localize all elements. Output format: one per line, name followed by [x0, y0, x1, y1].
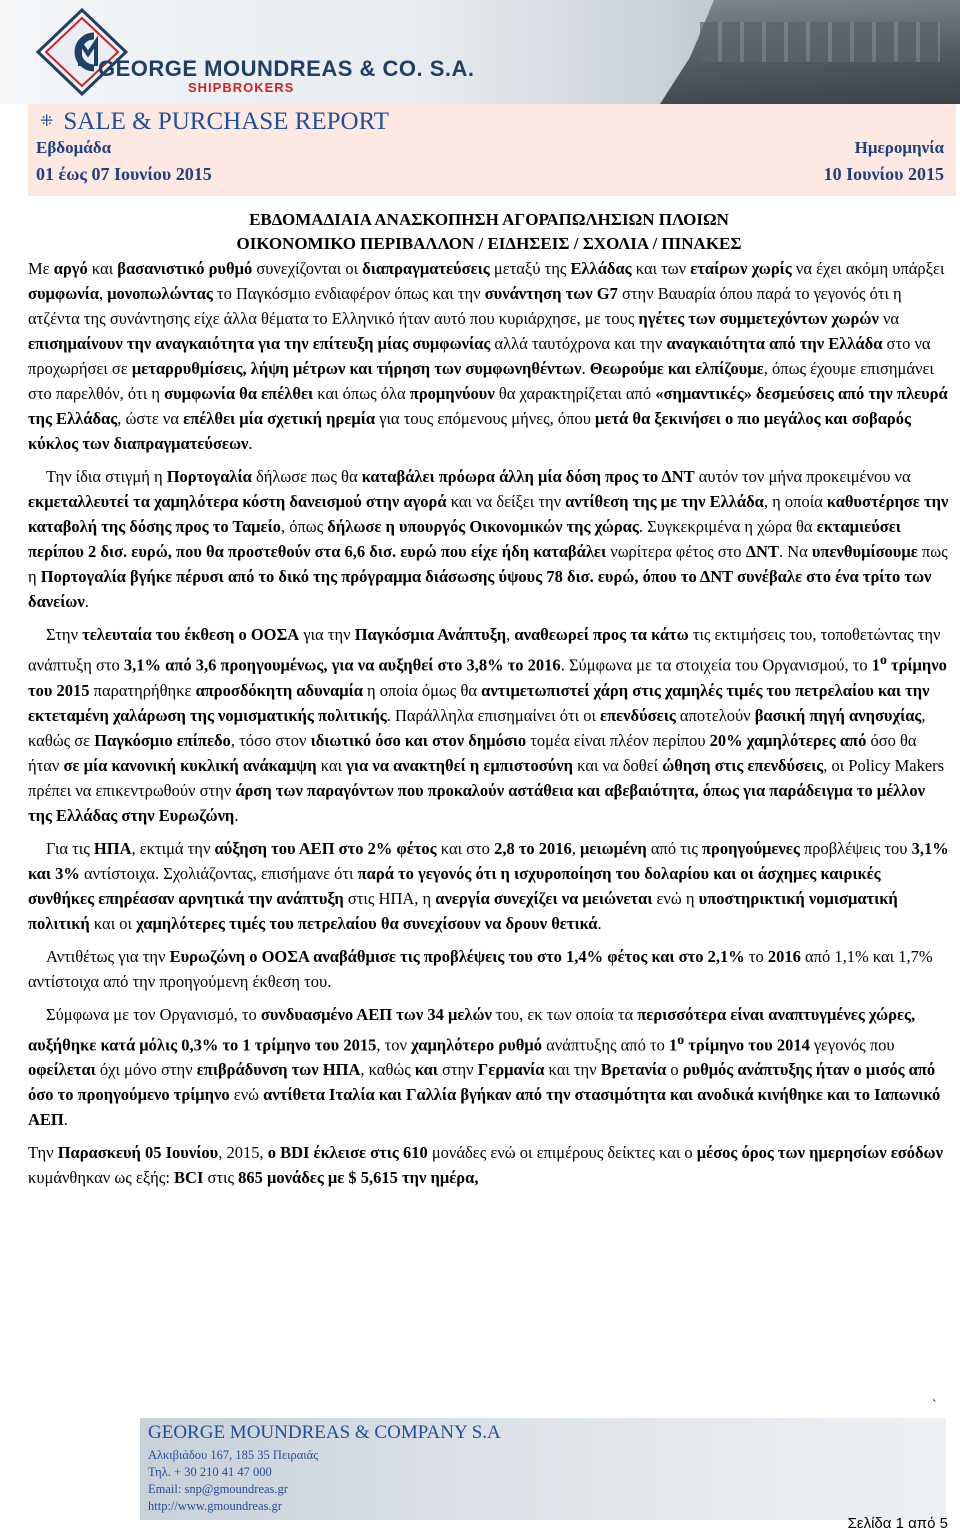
text-run: συμφωνία θα επέλθει: [164, 384, 314, 403]
text-run: νωρίτερα φέτος στο: [606, 542, 746, 561]
text-run: και οι: [89, 913, 137, 933]
text-run: βασική πηγή ανησυχίας: [754, 705, 922, 725]
text-run: κυμάνθηκαν ως εξής:: [28, 1168, 175, 1187]
text-run: και την: [544, 1060, 601, 1079]
text-run: μονάδες ενώ οι επιμέρους δείκτες και ο: [427, 1143, 697, 1162]
text-run: συμφωνία: [28, 284, 99, 303]
text-run: ο: [879, 652, 887, 667]
company-logo-icon: [22, 6, 142, 98]
text-run: αύξηση του ΑΕΠ στο 2% φέτος: [214, 838, 437, 858]
text-run: στην Βαυαρία όπου παρά το γεγονός ότι η ατζέντα της συνάντησης είχε άλλα θέματα το Ελληνικό ήταν αυτό που κυριάρχησε, με τους: [28, 284, 902, 328]
footer-address: Αλκιβιάδου 167, 185 35 Πειραιάς: [148, 1448, 319, 1462]
text-run: ανεργία συνεχίζει να μειώνεται: [435, 888, 653, 908]
text-run: εταίρων χωρίς: [690, 259, 792, 278]
text-run: εκταμιεύσει περίπου 2 δισ. ευρώ, που θα προστεθούν στα 6,6 δισ. ευρώ που είχε ήδη καταβάλει: [28, 517, 901, 561]
text-run: για να ανακτηθεί η εμπιστοσύνη: [346, 755, 574, 775]
text-run: Την ίδια στιγμή η: [46, 467, 167, 486]
report-title: [40, 108, 389, 136]
text-run: μειωμένη: [580, 838, 647, 858]
text-run: , τόσο στον: [230, 730, 311, 750]
report-body: [28, 208, 950, 1198]
text-run: ,: [98, 284, 108, 303]
section-heading-1: ΕΒΔΟΜΑΔΙΑΙΑ ΑΝΑΣΚΟΠΗΣΗ ΑΓΟΡΑΠΩΛΗΣΙΩΝ ΠΛΟΙΩΝ: [249, 210, 729, 229]
text-run: επενδύσεις: [600, 705, 676, 725]
paragraph-oecd-global-growth: [28, 622, 950, 828]
text-run: στις ΗΠΑ, η: [343, 888, 436, 908]
text-run: μέσος όρος των ημερησίων εσόδων: [696, 1143, 943, 1162]
header-banner: [0, 0, 960, 104]
text-run: μετά θα ξεκινήσει ο πιο μεγάλος και σοβαρός κύκλος των διαπραγματεύσεων: [28, 409, 911, 453]
text-run: .: [234, 805, 239, 825]
text-run: υπενθυμίσουμε: [811, 542, 918, 561]
text-run: συνδυασμένο ΑΕΠ των 34 μελών: [260, 1004, 492, 1024]
text-run: απροσδόκητη αδυναμία: [195, 680, 363, 700]
report-title-text: SALE & PURCHASE REPORT: [63, 108, 390, 135]
text-run: ρυθμός ανάπτυξης ήταν ο μισός από όσο το προηγούμενο τρίμηνο: [28, 1060, 936, 1104]
text-run: και των: [631, 259, 691, 278]
text-run: να έχει ακόμη υπάρξει: [791, 259, 945, 278]
text-run: αυτόν τον μήνα προκειμένου να: [694, 467, 911, 486]
text-run: διαπραγματεύσεις: [362, 259, 490, 278]
text-run: ΗΠΑ: [93, 838, 132, 858]
text-run: τομέα είναι πλέον περίπου: [526, 730, 710, 750]
text-run: δήλωσε πως θα: [251, 467, 362, 486]
text-run: τρίμηνο του 2015: [28, 655, 947, 700]
text-run: και να δοθεί: [573, 755, 663, 775]
text-run: . Να: [778, 542, 812, 561]
week-label: Εβδομάδα: [36, 138, 112, 157]
text-run: παρά το γεγονός ότι η ισχυροποίηση του δολαρίου και οι άσχημες καιρικές συνθήκες επηρέασαν αρνητικά την ανάπτυξη: [28, 863, 881, 908]
text-run: αντιμετωπιστεί χάρη στις χαμηλές τιμές του πετρελαίου και την εκτεταμένη χαλάρωση της νομισματικής πολιτικής: [28, 680, 930, 725]
text-run: ,: [506, 625, 515, 644]
text-run: «σημαντικές» δεσμεύσεις από την πλευρά της Ελλάδας: [28, 384, 948, 428]
footer-phone: Τηλ. + 30 210 41 47 000: [148, 1465, 272, 1479]
text-run: μεταρρυθμίσεις, λήψη μέτρων και τήρηση των συμφωνηθέντων: [131, 359, 582, 378]
text-run: αντίθετα Ιταλία και Γαλλία βγήκαν από την στασιμότητα και ανοδικά κινήθηκε και το Ιαπωνικό ΑΕΠ: [28, 1085, 941, 1129]
text-run: τις εκτιμήσεις του, τοποθετώντας την ανάπτυξη στο: [28, 625, 941, 675]
text-run: χαμηλότερες τιμές του πετρελαίου θα συνεχίσουν να δρουν θετικά: [136, 913, 598, 933]
text-run: στην: [437, 1060, 478, 1079]
text-run: 865 μονάδες με $ 5,615 την ημέρα,: [238, 1168, 479, 1187]
text-run: 3,1% και 3%: [28, 838, 949, 883]
text-run: όσο θα ήταν: [28, 730, 917, 775]
paragraph-portugal-imf: [28, 464, 950, 614]
text-run: , εκτιμά την: [131, 838, 215, 858]
text-run: και όπως όλα: [313, 384, 410, 403]
text-run: . Σύμφωνα με τα στοιχεία του Οργανισμού, το: [560, 655, 872, 675]
text-run: περισσότερα είναι αναπτυγμένες χώρες, αυξήθηκε κατά μόλις 0,3% το 1 τρίμηνο του 2015: [28, 1004, 916, 1054]
footer-email-link[interactable]: Email: snp@gmoundreas.gr: [148, 1482, 288, 1496]
text-run: , καθώς: [360, 1060, 415, 1079]
text-run: , όπως έχουμε επισημάνει στο παρελθόν, ότι η: [28, 359, 934, 403]
text-run: η οποία όμως θα: [362, 680, 482, 700]
text-run: Με: [28, 259, 54, 278]
text-run: για τους επόμενους μήνες, όπου: [375, 409, 595, 428]
text-run: Παγκόσμια Ανάπτυξη: [354, 625, 507, 644]
text-run: στις: [203, 1168, 239, 1187]
text-run: από τις: [646, 838, 702, 858]
text-run: Αντιθέτως για την: [46, 946, 170, 966]
text-run: .: [581, 359, 590, 378]
text-run: γεγονός που: [809, 1035, 895, 1054]
text-run: ιδιωτικό όσο και στον δημόσιο: [310, 730, 527, 750]
text-run: αργό: [53, 259, 88, 278]
text-run: του, εκ των οποία τα: [491, 1004, 638, 1024]
text-run: χαμηλότερο ρυθμό: [411, 1035, 542, 1054]
text-run: καθυστέρησε την καταβολή της δόσης προς το Ταμείο: [28, 492, 949, 536]
company-subtitle: SHIPBROKERS: [188, 80, 295, 95]
text-run: δήλωσε η υπουργός Οικονομικών της χώρας: [327, 517, 639, 536]
company-name: GEORGE MOUNDREAS & CO. S.A.: [98, 56, 475, 81]
text-run: ώθηση στις επενδύσεις: [662, 755, 824, 775]
text-run: θα χαρακτηρίζεται από: [494, 384, 656, 403]
text-run: .: [248, 434, 253, 453]
text-run: και: [316, 755, 347, 775]
text-run: μεταξύ της: [489, 259, 571, 278]
paragraph-usa-gdp: [28, 836, 950, 936]
text-run: εκμεταλλευτεί τα χαμηλότερα κόστη δανεισμού στην αγορά: [28, 492, 447, 511]
text-run: ΔΝΤ: [745, 542, 779, 561]
text-run: .: [597, 913, 602, 933]
text-run: ο BDI έκλεισε στις 610: [267, 1143, 428, 1162]
date-label: Ημερομηνία: [854, 138, 944, 157]
week-value: 01 έως 07 Ιουνίου 2015: [36, 164, 212, 184]
ship-deck-image: [700, 22, 940, 62]
text-run: .: [84, 592, 89, 611]
text-run: Στην: [46, 625, 83, 644]
footer-contact-box: [140, 1418, 946, 1520]
text-run: .: [63, 1110, 68, 1129]
text-run: τρίμηνο του 2014: [684, 1035, 810, 1054]
text-run: . Συγκεκριμένα η χώρα θα: [638, 517, 817, 536]
text-run: αντίθεση της με την Ελλάδα: [565, 492, 764, 511]
text-run: Παγκόσμιο επίπεδο: [94, 730, 231, 750]
text-run: για την: [299, 625, 355, 644]
text-run: επέλθει μία σχετική ηρεμία: [183, 409, 376, 428]
text-run: προηγούμενες: [702, 838, 800, 858]
text-run: παρατηρήθηκε: [89, 680, 196, 700]
text-run: το: [744, 946, 768, 966]
text-run: να: [878, 309, 900, 328]
text-run: Για τις: [46, 838, 94, 858]
text-run: . Παράλληλα επισημαίνει ότι οι: [386, 705, 601, 725]
text-run: αναγκαιότητα από την Ελλάδα: [666, 334, 883, 353]
report-header-block: [28, 104, 956, 196]
text-run: στο να προχωρήσει σε: [28, 334, 931, 378]
text-run: Ευρωζώνη ο ΟΟΣΑ αναβάθμισε τις προβλέψεις του στο 1,4% φέτος και στο 2,1%: [169, 946, 745, 966]
text-run: Σύμφωνα με τον Οργανισμό, το: [46, 1004, 261, 1024]
text-run: ενώ η: [652, 888, 699, 908]
text-run: βασανιστικό ρυθμό: [117, 259, 253, 278]
text-run: ο: [666, 1060, 683, 1079]
text-run: αντίστοιχα. Σχολιάζοντας, επισήμανε ότι: [79, 863, 358, 883]
text-run: άρση των παραγόντων που προκαλούν αστάθεια και αβεβαιότητα, όπως για παράδειγμα το μέλλον της Ελλάδας στην Ευρωζώνη: [28, 780, 925, 825]
text-run: 2,8 το 2016: [494, 838, 572, 858]
text-run: Την: [28, 1143, 58, 1162]
text-run: Γερμανία: [477, 1060, 545, 1079]
text-run: αποτελούν: [675, 705, 755, 725]
text-run: σε μία κανονική κυκλική ανάκαμψη: [63, 755, 317, 775]
text-run: επισημαίνουν την αναγκαιότητα για την επίτευξη μίας συμφωνίας: [28, 334, 491, 353]
text-run: , τον: [376, 1035, 412, 1054]
text-run: και στο: [436, 838, 495, 858]
text-run: ηγέτες των συμμετεχόντων χωρών: [638, 309, 879, 328]
text-run: από 1,1% και 1,7% αντίστοιχα από την προηγούμενη έκθεση του.: [28, 946, 933, 991]
section-heading-2: ΟΙΚΟΝΟΜΙΚΟ ΠΕΡΙΒΑΛΛΟΝ / ΕΙΔΗΣΕΙΣ / ΣΧΟΛΙΑ / ΠΙΝΑΚΕΣ: [236, 234, 742, 253]
text-run: αλλά ταυτόχρονα και την: [490, 334, 667, 353]
text-run: , καθώς σε: [28, 705, 926, 750]
text-run: και: [87, 259, 118, 278]
bullet-icon: ⁜: [40, 113, 54, 130]
text-run: και: [414, 1060, 438, 1079]
text-run: Θεωρούμε και ελπίζουμε: [589, 359, 764, 378]
text-run: τελευταία του έκθεση ο ΟΟΣΑ: [82, 625, 300, 644]
text-run: Βρετανία: [600, 1060, 667, 1079]
text-run: και να δείξει την: [446, 492, 566, 511]
text-run: συνάντηση των G7: [484, 284, 618, 303]
text-run: επιβράδυνση των ΗΠΑ: [196, 1060, 361, 1079]
text-run: , ώστε να: [117, 409, 184, 428]
text-run: προμηνύουν: [409, 384, 495, 403]
text-run: προβλέψεις του: [799, 838, 912, 858]
text-run: 20% χαμηλότερες από: [709, 730, 867, 750]
text-run: πως η: [28, 542, 948, 586]
text-run: αναθεωρεί προς τα κάτω: [514, 625, 689, 644]
text-run: ενώ: [229, 1085, 264, 1104]
text-run: 1: [871, 655, 880, 675]
text-run: , 2015,: [218, 1143, 268, 1162]
text-run: συνεχίζονται οι: [252, 259, 363, 278]
footer-website-link[interactable]: http://www.gmoundreas.gr: [148, 1499, 282, 1513]
text-run: ,: [571, 838, 581, 858]
footer-company-name: GEORGE MOUNDREAS & COMPANY S.A: [148, 1422, 501, 1443]
page-number: Σελίδα 1 από 5: [847, 1515, 948, 1532]
text-run: ανάπτυξης από το: [542, 1035, 670, 1054]
date-value: 10 Ιουνίου 2015: [823, 164, 944, 184]
text-run: BCI: [174, 1168, 204, 1187]
text-run: καταβάλει πρόωρα άλλη μία δόση προς το ΔΝΤ: [361, 467, 695, 486]
text-run: όχι μόνο στην: [95, 1060, 197, 1079]
text-run: , η οποία: [763, 492, 827, 511]
paragraph-bdi-index: [28, 1140, 950, 1190]
text-run: , οι Policy Makers πρέπει να επικεντρωθούν στην: [28, 755, 945, 800]
text-run: το Παγκόσμιο ενδιαφέρον όπως και την: [212, 284, 485, 303]
text-run: οφείλεται: [28, 1060, 96, 1079]
text-run: 2016: [767, 946, 801, 966]
paragraph-greece-negotiations: [28, 256, 950, 456]
text-run: Παρασκευή 05 Ιουνίου: [57, 1143, 219, 1162]
text-run: Πορτογαλία: [166, 467, 252, 486]
paragraph-oecd-members-gdp: [28, 1002, 950, 1133]
text-run: υποστηρικτική νομισματική πολιτική: [28, 888, 898, 933]
text-run: 1: [669, 1035, 678, 1054]
text-run: Πορτογαλία βγήκε πέρυσι από το δικό της πρόγραμμα διάσωσης ύψους 78 δισ. ευρώ, όπου το ΔΝΤ συνέβαλε στο ένα τρίτο των δανείων: [28, 567, 932, 611]
paragraph-eurozone-forecast: [28, 944, 950, 994]
text-run: ο: [677, 1031, 685, 1047]
text-run: 3,1% από 3,6 προηγουμένως, για να αυξηθεί στο 3,8% το 2016: [123, 655, 561, 675]
text-run: Ελλάδας: [570, 259, 632, 278]
text-run: μονοπωλώντας: [107, 284, 213, 303]
text-run: , όπως: [280, 517, 328, 536]
footer-mark: `: [932, 1398, 937, 1413]
